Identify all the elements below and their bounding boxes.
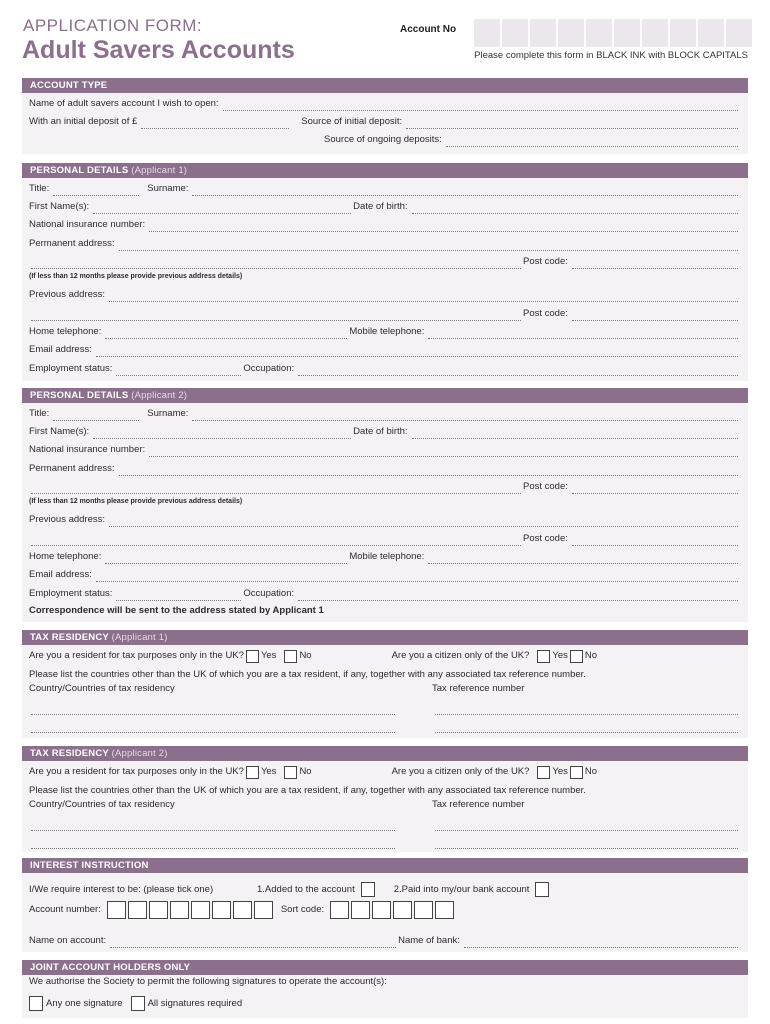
occupation-field[interactable]: [298, 367, 738, 376]
countries-label: Country/Countries of tax residency: [29, 799, 175, 810]
ni-field[interactable]: [149, 448, 738, 457]
uk-resident-question: Are you a resident for tax purposes only in the UK?: [29, 650, 244, 661]
list-instruction-row: [29, 668, 740, 682]
interest-options-row: [29, 880, 740, 897]
joint-account-section: [22, 960, 748, 1018]
interest-require-label: I/We require interest to be: (please tick one): [29, 884, 214, 895]
option-paid-checkbox[interactable]: [535, 882, 549, 897]
tax-entry-row: [29, 817, 740, 831]
tax-ref-field[interactable]: [435, 822, 738, 831]
account-number-box[interactable]: [191, 901, 210, 919]
tax-entry-row: [29, 701, 740, 715]
ni-label: National insurance number:: [29, 219, 146, 230]
tax-columns-row: [29, 798, 740, 812]
ni-label: National insurance number:: [29, 444, 146, 455]
section-heading: [22, 78, 748, 93]
all-signatures-label: All signatures required: [147, 998, 243, 1009]
yes-label: Yes: [260, 650, 277, 661]
account-no-field[interactable]: [474, 19, 752, 47]
employment-status-field[interactable]: [116, 592, 241, 601]
citizen-yes-checkbox[interactable]: [537, 650, 550, 663]
tax-residency-heading: TAX RESIDENCY: [30, 632, 109, 643]
uk-citizen-question: Are you a citizen only of the UK?: [391, 766, 530, 777]
residency-questions-row: [29, 649, 740, 663]
section-heading: [22, 630, 748, 645]
email-field[interactable]: [96, 573, 738, 582]
home-telephone-label: Home telephone:: [29, 551, 102, 562]
personal-details-applicant-1: [22, 163, 748, 381]
account-type-heading: ACCOUNT TYPE: [30, 80, 108, 91]
address-note: (If less than 12 months please provide previous address details): [29, 498, 243, 505]
employment-row: [29, 362, 740, 376]
first-name-label: First Name(s):: [29, 426, 90, 437]
permanent-address-label: Permanent address:: [29, 238, 115, 249]
country-field[interactable]: [31, 706, 395, 715]
employment-status-label: Employment status:: [29, 588, 113, 599]
account-name-label: Name of adult savers account I wish to open:: [29, 98, 219, 109]
account-no-label: Account No: [400, 24, 457, 35]
previous-address-row: [29, 288, 740, 302]
country-field[interactable]: [31, 724, 395, 733]
permanent-address-field[interactable]: [119, 467, 738, 476]
account-number-box[interactable]: [128, 901, 147, 919]
personal-details-heading: PERSONAL DETAILS: [30, 165, 129, 176]
mobile-telephone-field[interactable]: [428, 330, 738, 339]
first-name-row: [29, 200, 740, 214]
yes-label: Yes: [552, 766, 568, 777]
dob-field[interactable]: [412, 205, 738, 214]
permanent-address-field[interactable]: [119, 242, 738, 251]
title-row: [29, 407, 740, 421]
post-code-label: Post code:: [523, 256, 568, 267]
previous-address-label: Previous address:: [29, 514, 106, 525]
dob-field[interactable]: [412, 430, 738, 439]
prev-post-code-field[interactable]: [572, 312, 738, 321]
title-field[interactable]: [53, 412, 139, 421]
employment-status-field[interactable]: [116, 367, 241, 376]
bank-details-row: [29, 900, 740, 920]
ni-row: [29, 443, 740, 457]
applicant-label: (Applicant 2): [131, 390, 188, 401]
permanent-address-row: [29, 462, 740, 476]
correspondence-note: Correspondence will be sent to the address stated by Applicant 1: [29, 605, 324, 616]
tax-ref-label: Tax reference number: [432, 799, 525, 810]
application-form-label: APPLICATION FORM:: [23, 16, 203, 35]
interest-instruction-section: [22, 858, 748, 952]
section-heading: [22, 960, 748, 975]
tax-ref-label: Tax reference number: [432, 683, 525, 694]
sort-code-box[interactable]: [414, 901, 433, 919]
previous-address-field[interactable]: [109, 293, 738, 302]
no-label: No: [299, 650, 312, 661]
any-one-signature-checkbox[interactable]: [29, 996, 43, 1011]
mobile-telephone-label: Mobile telephone:: [349, 326, 425, 337]
surname-field[interactable]: [192, 187, 738, 196]
section-heading: [22, 858, 748, 873]
employment-row: [29, 587, 740, 601]
authorise-row: [29, 975, 740, 989]
tax-residency-applicant-1: [22, 630, 748, 738]
previous-address-field[interactable]: [109, 518, 738, 527]
sort-code-box[interactable]: [351, 901, 370, 919]
prev-address-line-field[interactable]: [31, 312, 521, 321]
account-no-box[interactable]: [474, 19, 500, 47]
signature-options-row: [29, 995, 740, 1011]
initial-deposit-field[interactable]: [141, 120, 289, 129]
previous-address-label: Previous address:: [29, 289, 106, 300]
initial-deposit-label: With an initial deposit of £: [29, 116, 138, 127]
permanent-address-row: [29, 237, 740, 251]
dob-label: Date of birth:: [353, 426, 408, 437]
employment-status-label: Employment status:: [29, 363, 113, 374]
uk-citizen-question: Are you a citizen only of the UK?: [391, 650, 530, 661]
post-code-field[interactable]: [572, 485, 738, 494]
title-label: Title:: [29, 408, 50, 419]
first-name-row: [29, 425, 740, 439]
title-label: Title:: [29, 183, 50, 194]
tax-ref-field[interactable]: [435, 724, 738, 733]
option-added-checkbox[interactable]: [361, 882, 375, 897]
source-ongoing-row: [324, 133, 740, 147]
no-label: No: [584, 650, 598, 661]
occupation-label: Occupation:: [243, 588, 295, 599]
account-no-box[interactable]: [614, 19, 640, 47]
address-postcode-row: [29, 255, 740, 269]
address-note-row: [29, 270, 740, 284]
yes-label: Yes: [552, 650, 568, 661]
home-telephone-field[interactable]: [105, 555, 347, 564]
surname-label: Surname:: [147, 183, 189, 194]
applicant-label: (Applicant 1): [131, 165, 188, 176]
ni-field[interactable]: [149, 223, 738, 232]
sort-code-field[interactable]: [330, 901, 454, 919]
account-number-field[interactable]: [107, 901, 273, 919]
tax-residency-applicant-2: [22, 746, 748, 852]
mobile-telephone-label: Mobile telephone:: [349, 551, 425, 562]
name-on-account-field[interactable]: [110, 939, 396, 948]
sort-code-box[interactable]: [372, 901, 391, 919]
home-telephone-label: Home telephone:: [29, 326, 102, 337]
bank-name-label: Name of bank:: [398, 935, 460, 946]
email-label: Email address:: [29, 569, 92, 580]
account-number-box[interactable]: [212, 901, 231, 919]
personal-details-heading: PERSONAL DETAILS: [30, 390, 129, 401]
account-no-box[interactable]: [642, 19, 668, 47]
all-signatures-checkbox[interactable]: [131, 996, 145, 1011]
tax-columns-row: [29, 682, 740, 696]
account-no-box[interactable]: [670, 19, 696, 47]
authorise-text: We authorise the Society to permit the following signatures to operate the account(s):: [29, 976, 387, 987]
account-number-box[interactable]: [170, 901, 189, 919]
name-on-account-label: Name on account:: [29, 935, 107, 946]
section-heading: [22, 388, 748, 403]
occupation-field[interactable]: [298, 592, 738, 601]
account-no-box[interactable]: [698, 19, 724, 47]
tax-residency-heading: TAX RESIDENCY: [30, 748, 109, 759]
uk-resident-question: Are you a resident for tax purposes only in the UK?: [29, 766, 244, 777]
list-instruction-row: [29, 784, 740, 798]
prev-address-line-field[interactable]: [31, 537, 521, 546]
interest-instruction-heading: INTEREST INSTRUCTION: [30, 860, 149, 871]
form-title: Adult Savers Accounts: [22, 36, 295, 64]
surname-label: Surname:: [147, 408, 189, 419]
citizen-no-checkbox[interactable]: [570, 650, 583, 663]
list-countries-instruction: Please list the countries other than the UK of which you are a tax resident, if any, together with any associated tax reference number.: [29, 785, 586, 796]
citizen-yes-checkbox[interactable]: [537, 766, 550, 779]
first-name-field[interactable]: [93, 430, 351, 439]
bank-name-row: [29, 934, 740, 948]
post-code-label: Post code:: [523, 308, 568, 319]
home-telephone-field[interactable]: [105, 330, 347, 339]
permanent-address-label: Permanent address:: [29, 463, 115, 474]
previous-address-row: [29, 513, 740, 527]
address-postcode-row: [29, 480, 740, 494]
option-added-label: 1.Added to the account: [257, 884, 355, 895]
title-row: [29, 182, 740, 196]
joint-account-heading: JOINT ACCOUNT HOLDERS ONLY: [30, 962, 191, 973]
title-field[interactable]: [53, 187, 139, 196]
tax-entry-row: [29, 719, 740, 733]
telephone-row: [29, 325, 740, 339]
applicant-label: (Applicant 1): [111, 632, 168, 643]
ink-instructions: Please complete this form in BLACK INK with BLOCK CAPITALS: [474, 50, 748, 61]
email-label: Email address:: [29, 344, 92, 355]
tax-ref-field[interactable]: [435, 840, 738, 849]
applicant-label: (Applicant 2): [111, 748, 168, 759]
resident-yes-checkbox[interactable]: [246, 766, 259, 779]
country-field[interactable]: [31, 822, 395, 831]
sort-code-label: Sort code:: [280, 904, 325, 915]
account-number-box[interactable]: [233, 901, 252, 919]
account-no-box[interactable]: [502, 19, 528, 47]
address-line-field[interactable]: [31, 485, 521, 494]
account-no-box[interactable]: [726, 19, 752, 47]
address-line-field[interactable]: [31, 260, 521, 269]
dob-label: Date of birth:: [353, 201, 408, 212]
account-no-box[interactable]: [530, 19, 556, 47]
country-field[interactable]: [31, 840, 395, 849]
account-number-box[interactable]: [107, 901, 126, 919]
surname-field[interactable]: [192, 412, 738, 421]
no-label: No: [299, 766, 312, 777]
post-code-label: Post code:: [523, 481, 568, 492]
personal-details-applicant-2: [22, 388, 748, 622]
account-no-box[interactable]: [558, 19, 584, 47]
any-one-signature-label: Any one signature: [46, 998, 123, 1009]
list-countries-instruction: Please list the countries other than the UK of which you are a tax resident, if any, together with any associated tax reference number.: [29, 669, 586, 680]
prev-address-postcode-row: [29, 307, 740, 321]
section-heading: [22, 746, 748, 761]
source-initial-label: Source of initial deposit:: [301, 116, 403, 127]
occupation-label: Occupation:: [243, 363, 295, 374]
email-row: [29, 343, 740, 357]
sort-code-box[interactable]: [330, 901, 349, 919]
first-name-label: First Name(s):: [29, 201, 90, 212]
sort-code-box[interactable]: [435, 901, 454, 919]
account-number-label: Account number:: [29, 904, 101, 915]
citizen-no-checkbox[interactable]: [570, 766, 583, 779]
account-name-row: [29, 97, 740, 111]
source-ongoing-field[interactable]: [446, 138, 738, 147]
yes-label: Yes: [260, 766, 277, 777]
deposit-row: [29, 115, 740, 129]
tax-ref-field[interactable]: [435, 706, 738, 715]
address-note-row: [29, 495, 740, 509]
first-name-field[interactable]: [93, 205, 351, 214]
account-number-box[interactable]: [149, 901, 168, 919]
countries-label: Country/Countries of tax residency: [29, 683, 175, 694]
source-ongoing-label: Source of ongoing deposits:: [324, 134, 442, 145]
mobile-telephone-field[interactable]: [428, 555, 738, 564]
sort-code-box[interactable]: [393, 901, 412, 919]
telephone-row: [29, 550, 740, 564]
residency-questions-row: [29, 765, 740, 779]
account-type-section: [22, 78, 748, 154]
email-row: [29, 568, 740, 582]
email-field[interactable]: [96, 348, 738, 357]
account-no-box[interactable]: [586, 19, 612, 47]
post-code-label: Post code:: [523, 533, 568, 544]
correspondence-row: [29, 604, 740, 618]
resident-no-checkbox[interactable]: [284, 650, 297, 663]
source-initial-field[interactable]: [406, 120, 738, 129]
post-code-field[interactable]: [572, 260, 738, 269]
account-number-box[interactable]: [254, 901, 273, 919]
bank-name-field[interactable]: [464, 939, 738, 948]
form-header: [0, 0, 770, 76]
ni-row: [29, 218, 740, 232]
prev-post-code-field[interactable]: [572, 537, 738, 546]
option-paid-label: 2.Paid into my/our bank account: [393, 884, 530, 895]
resident-no-checkbox[interactable]: [284, 766, 297, 779]
tax-entry-row: [29, 835, 740, 849]
section-heading: [22, 163, 748, 178]
no-label: No: [584, 766, 598, 777]
account-name-field[interactable]: [223, 102, 738, 111]
resident-yes-checkbox[interactable]: [246, 650, 259, 663]
address-note: (If less than 12 months please provide previous address details): [29, 273, 243, 280]
prev-address-postcode-row: [29, 532, 740, 546]
